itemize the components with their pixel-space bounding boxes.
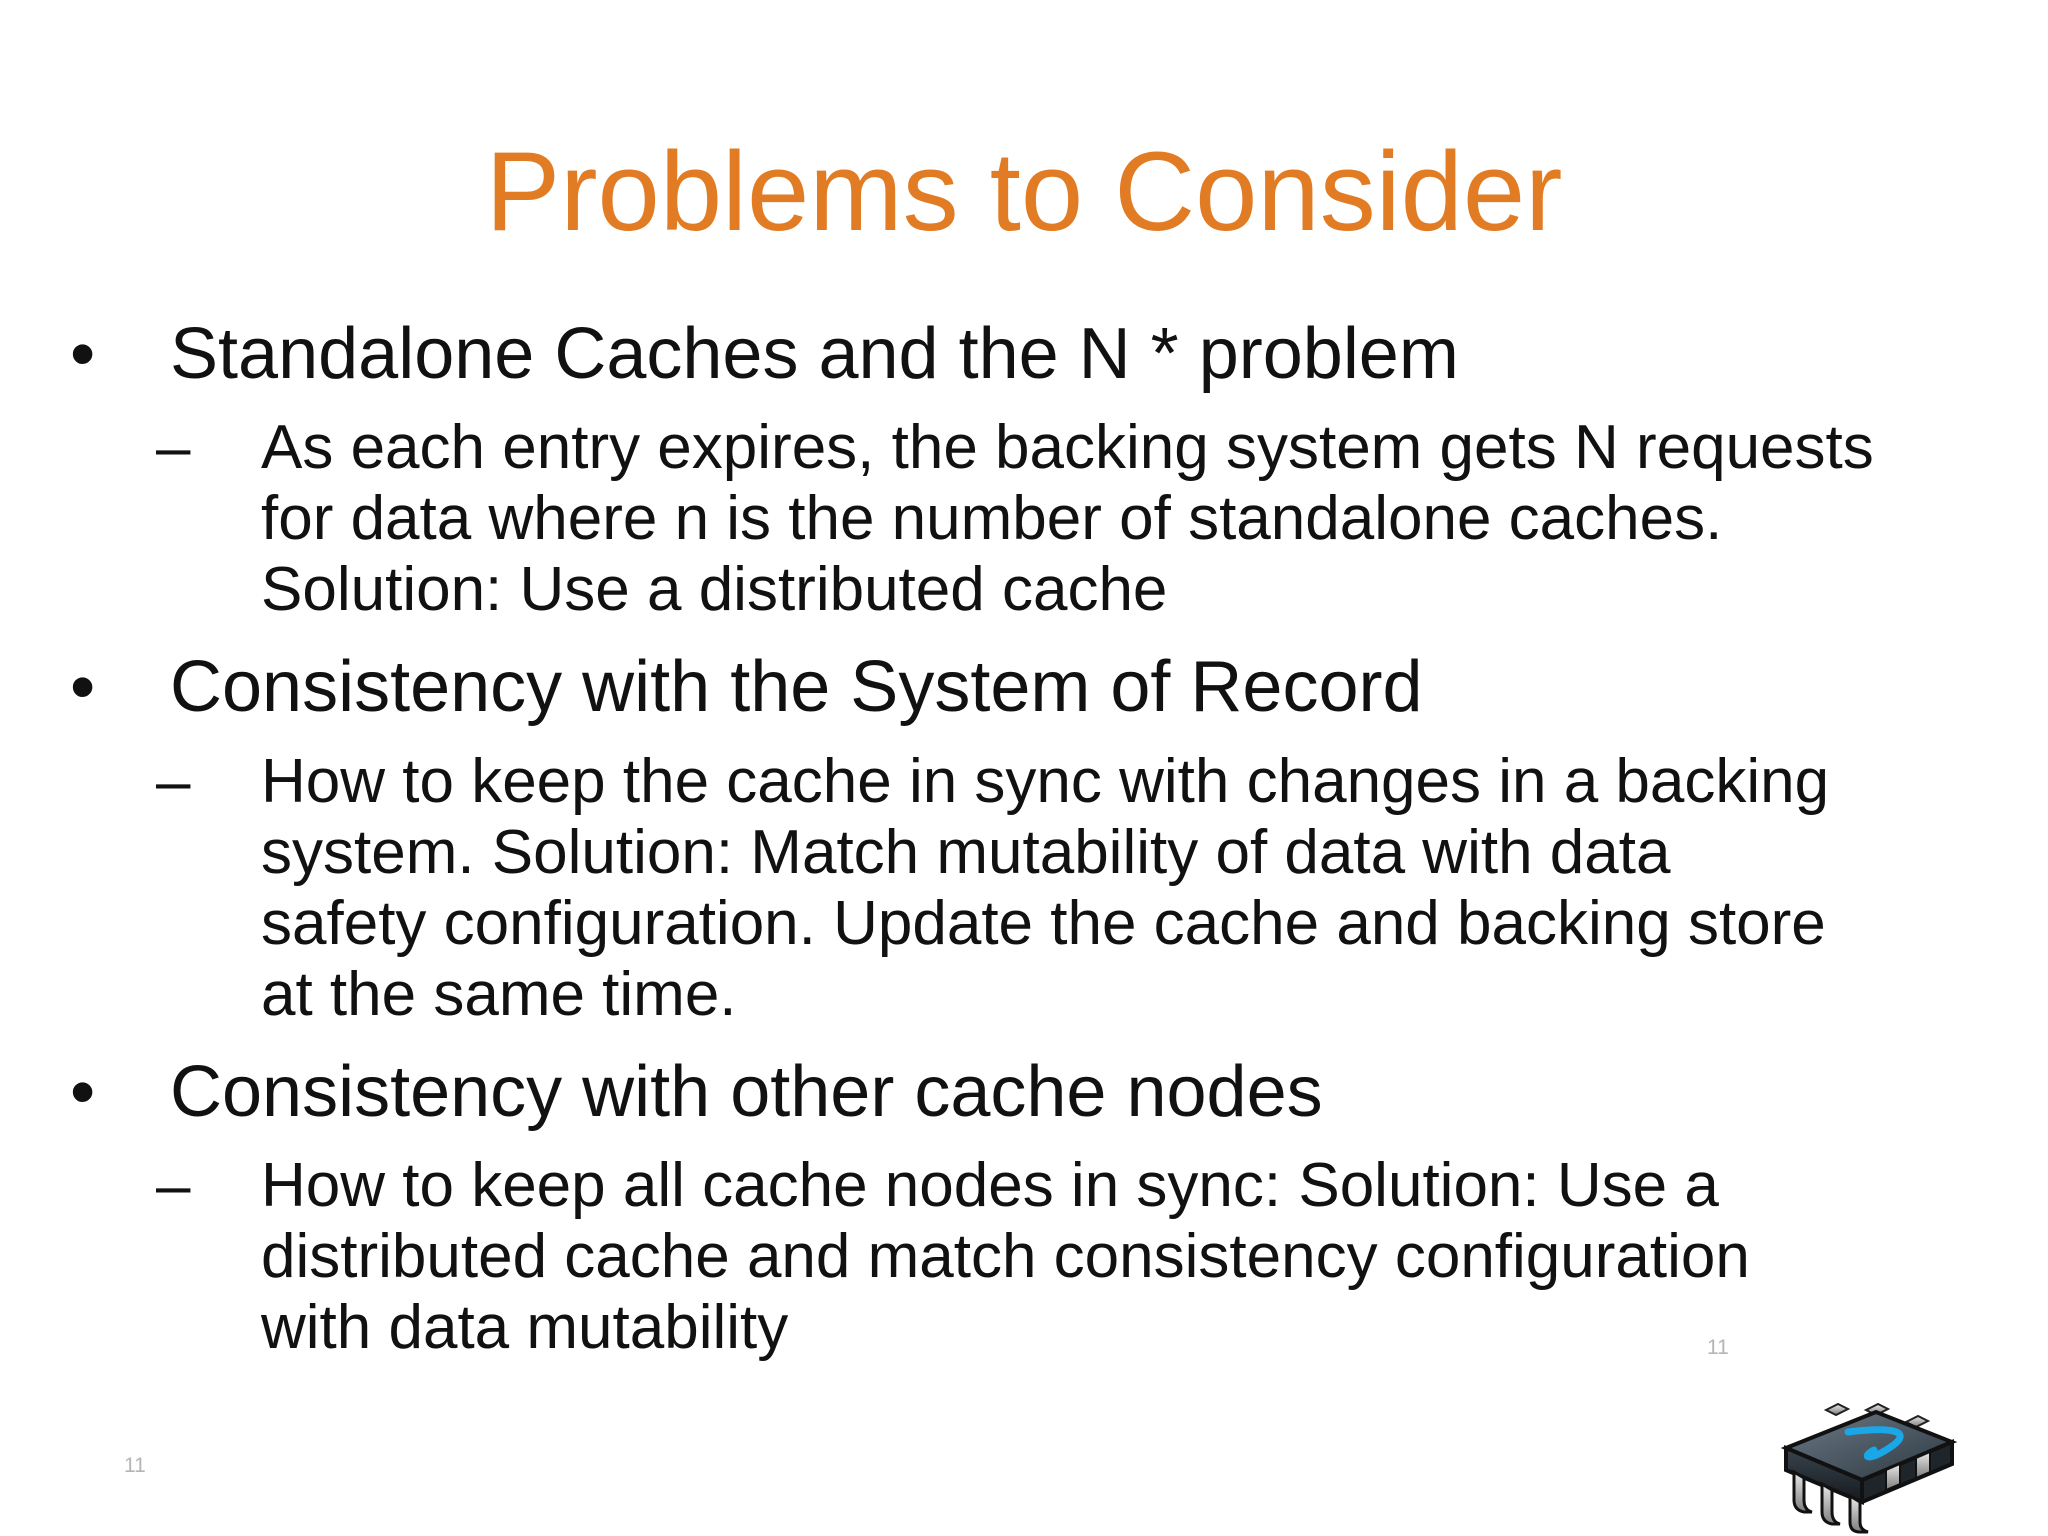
sub-bullet-line: system. Solution: Match mutability of data with data (261, 818, 1671, 887)
slide-title: Problems to Consider (485, 129, 1563, 254)
sub-bullet-text (261, 412, 2021, 625)
sub-bullet-line: at the same time. (261, 960, 737, 1029)
sub-bullet-line: distributed cache and match consistency configuration (261, 1222, 1750, 1291)
memory-chip-icon (1766, 1398, 1966, 1536)
bullet-marker: • (70, 647, 96, 727)
bullet-marker: • (70, 1052, 96, 1132)
sub-bullet-marker: – (156, 1151, 191, 1220)
sub-bullet-line: How to keep the cache in sync with changes in a backing (261, 747, 1830, 816)
sub-bullet-line: How to keep all cache nodes in sync: Solution: Use a (261, 1151, 1719, 1220)
bullet-text: Standalone Caches and the N * problem (170, 314, 1459, 394)
sub-bullet-marker: – (156, 747, 191, 816)
bullet-text: Consistency with the System of Record (170, 647, 1423, 727)
sub-bullet-marker: – (156, 413, 191, 482)
sub-bullet-line: safety configuration. Update the cache and backing store (261, 889, 1826, 958)
sub-bullet-line: with data mutability (261, 1293, 789, 1362)
bullet-text: Consistency with other cache nodes (170, 1052, 1323, 1132)
sub-bullet-line: for data where n is the number of standalone caches. (261, 484, 1723, 553)
sub-bullet-line: As each entry expires, the backing system gets N requests (261, 413, 1874, 482)
sub-bullet-text (261, 1150, 2021, 1363)
page-number: 11 (1707, 1336, 1729, 1359)
bullet-marker: • (70, 314, 96, 394)
page-number: 11 (124, 1454, 146, 1477)
sub-bullet-text (261, 746, 2021, 1030)
sub-bullet-line: Solution: Use a distributed cache (261, 555, 1168, 624)
